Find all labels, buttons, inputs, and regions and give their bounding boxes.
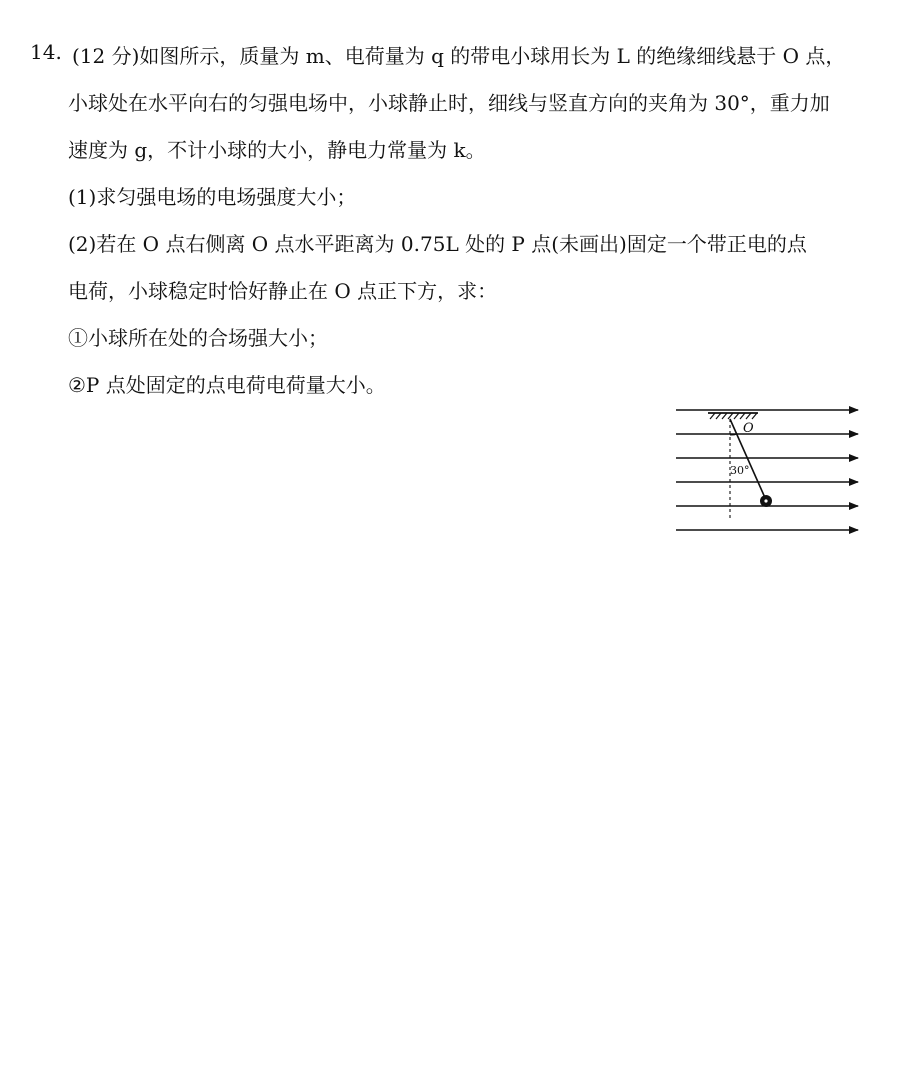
angle-label: 30° [730,464,750,477]
question-1: (1)求匀强电场的电场强度大小； [68,185,357,209]
problem-line-1: (12 分)如图所示，质量为 m、电荷量为 q 的带电小球用长为 L 的绝缘细线悬于 O 点， [72,44,846,68]
question-2-part-a: ①小球所在处的合场强大小； [68,326,328,350]
question-2-continued: 电荷，小球稳定时恰好静止在 O 点正下方，求： [68,279,498,303]
pendulum-field-diagram [668,400,868,540]
charged-ball [760,495,772,507]
problem-line-2: 小球处在水平向右的匀强电场中，小球静止时，细线与竖直方向的夹角为 30°，重力加 [68,91,830,115]
problem-number: 14. [30,40,62,64]
question-2-part-b: ②P 点处固定的点电荷电荷量大小。 [68,373,386,397]
question-2: (2)若在 O 点右侧离 O 点水平距离为 0.75L 处的 P 点(未画出)固定一个带正电的点 [68,232,807,256]
ceiling-hatch [708,413,758,419]
electric-field-lines [676,410,858,530]
pivot-label: O [743,421,754,436]
problem-line-3: 速度为 g，不计小球的大小，静电力常量为 k。 [68,138,486,162]
